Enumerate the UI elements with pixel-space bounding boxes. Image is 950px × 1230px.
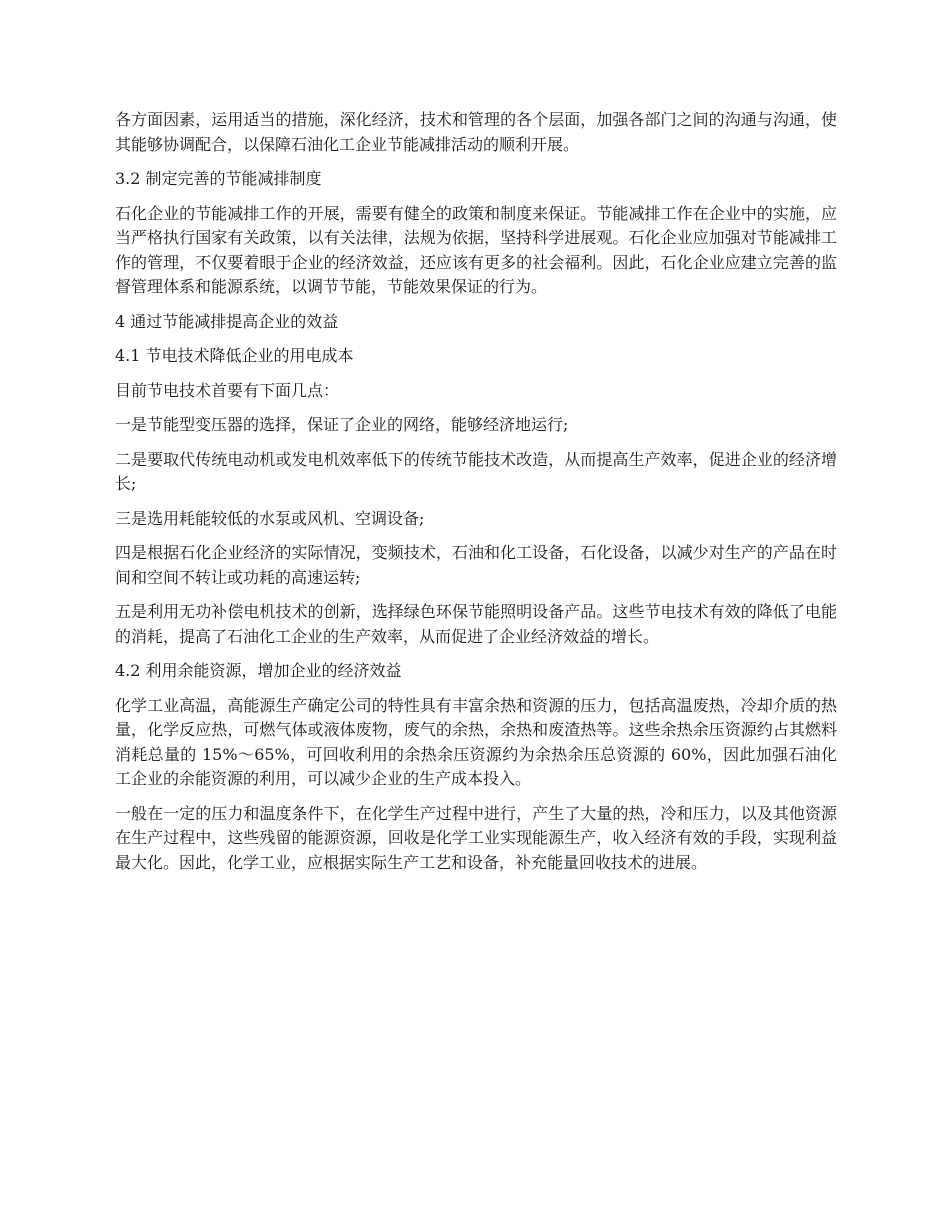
list-item-2: 二是要取代传统电动机或发电机效率低下的传统节能技术改造，从而提高生产效率，促进企业的经济增长; (115, 449, 837, 493)
list-item-1: 一是节能型变压器的选择，保证了企业的网络，能够经济地运行; (115, 415, 569, 434)
document-page (115, 108, 837, 885)
paragraph-waste-heat: 化学工业高温，高能源生产确定公司的特性具有丰富余热和资源的压力，包括高温废热，冷却介质的热量，化学反应热，可燃气体或液体废物，废气的余热，余热和废渣热等。这些余热余压资源约占其燃料消耗总量的 15%～65%，可回收利用的余热余压资源约为余热余压总资源的 60%，因此加强石油化工企业的余能资源的利用，可以减少企业的生产成本投入。 (115, 695, 837, 788)
section-heading-4-1: 4.1 节电技术降低企业的用电成本 (115, 346, 354, 365)
paragraph-energy-recovery: 一般在一定的压力和温度条件下，在化学生产过程中进行，产生了大量的热，冷和压力，以及其他资源在生产过程中，这些残留的能源资源，回收是化学工业实现能源生产，收入经济有效的手段，实现利益最大化。因此，化学工业，应根据实际生产工艺和设备，补充能量回收技术的进展。 (115, 803, 837, 872)
section-heading-4: 4 通过节能减排提高企业的效益 (115, 311, 339, 331)
list-item-5: 五是利用无功补偿电机技术的创新，选择绿色环保节能照明设备产品。这些节电技术有效的降低了电能的消耗，提高了石油化工企业的生产效率，从而促进了企业经济效益的增长。 (115, 602, 837, 646)
paragraph-system: 石化企业的节能减排工作的开展，需要有健全的政策和制度来保证。节能减排工作在企业中的实施，应当严格执行国家有关政策，以有关法律，法规为依据，坚持科学进展观。石化企业应加强对节能减排工作的管理，不仅要着眼于企业的经济效益，还应该有更多的社会福利。因此，石化企业应建立完善的监督管理体系和能源系统，以调节节能，节能效果保证的行为。 (115, 203, 837, 296)
paragraph-intro-list: 目前节电技术首要有下面几点： (115, 380, 340, 400)
section-heading-4-2: 4.2 利用余能资源，增加企业的经济效益 (115, 661, 402, 680)
list-item-3: 三是选用耗能较低的水泵或风机、空调设备; (115, 508, 425, 528)
list-item-4: 四是根据石化企业经济的实际情况，变频技术，石油和化工设备，石化设备，以减少对生产的产品在时间和空间不转让或功耗的高速运转; (115, 543, 837, 587)
paragraph-intro-continuation: 各方面因素，运用适当的措施，深化经济，技术和管理的各个层面，加强各部门之间的沟通与沟通，使其能够协调配合，以保障石油化工企业节能减排活动的顺利开展。 (115, 110, 837, 154)
section-heading-3-2: 3.2 制定完善的节能减排制度 (115, 169, 322, 188)
